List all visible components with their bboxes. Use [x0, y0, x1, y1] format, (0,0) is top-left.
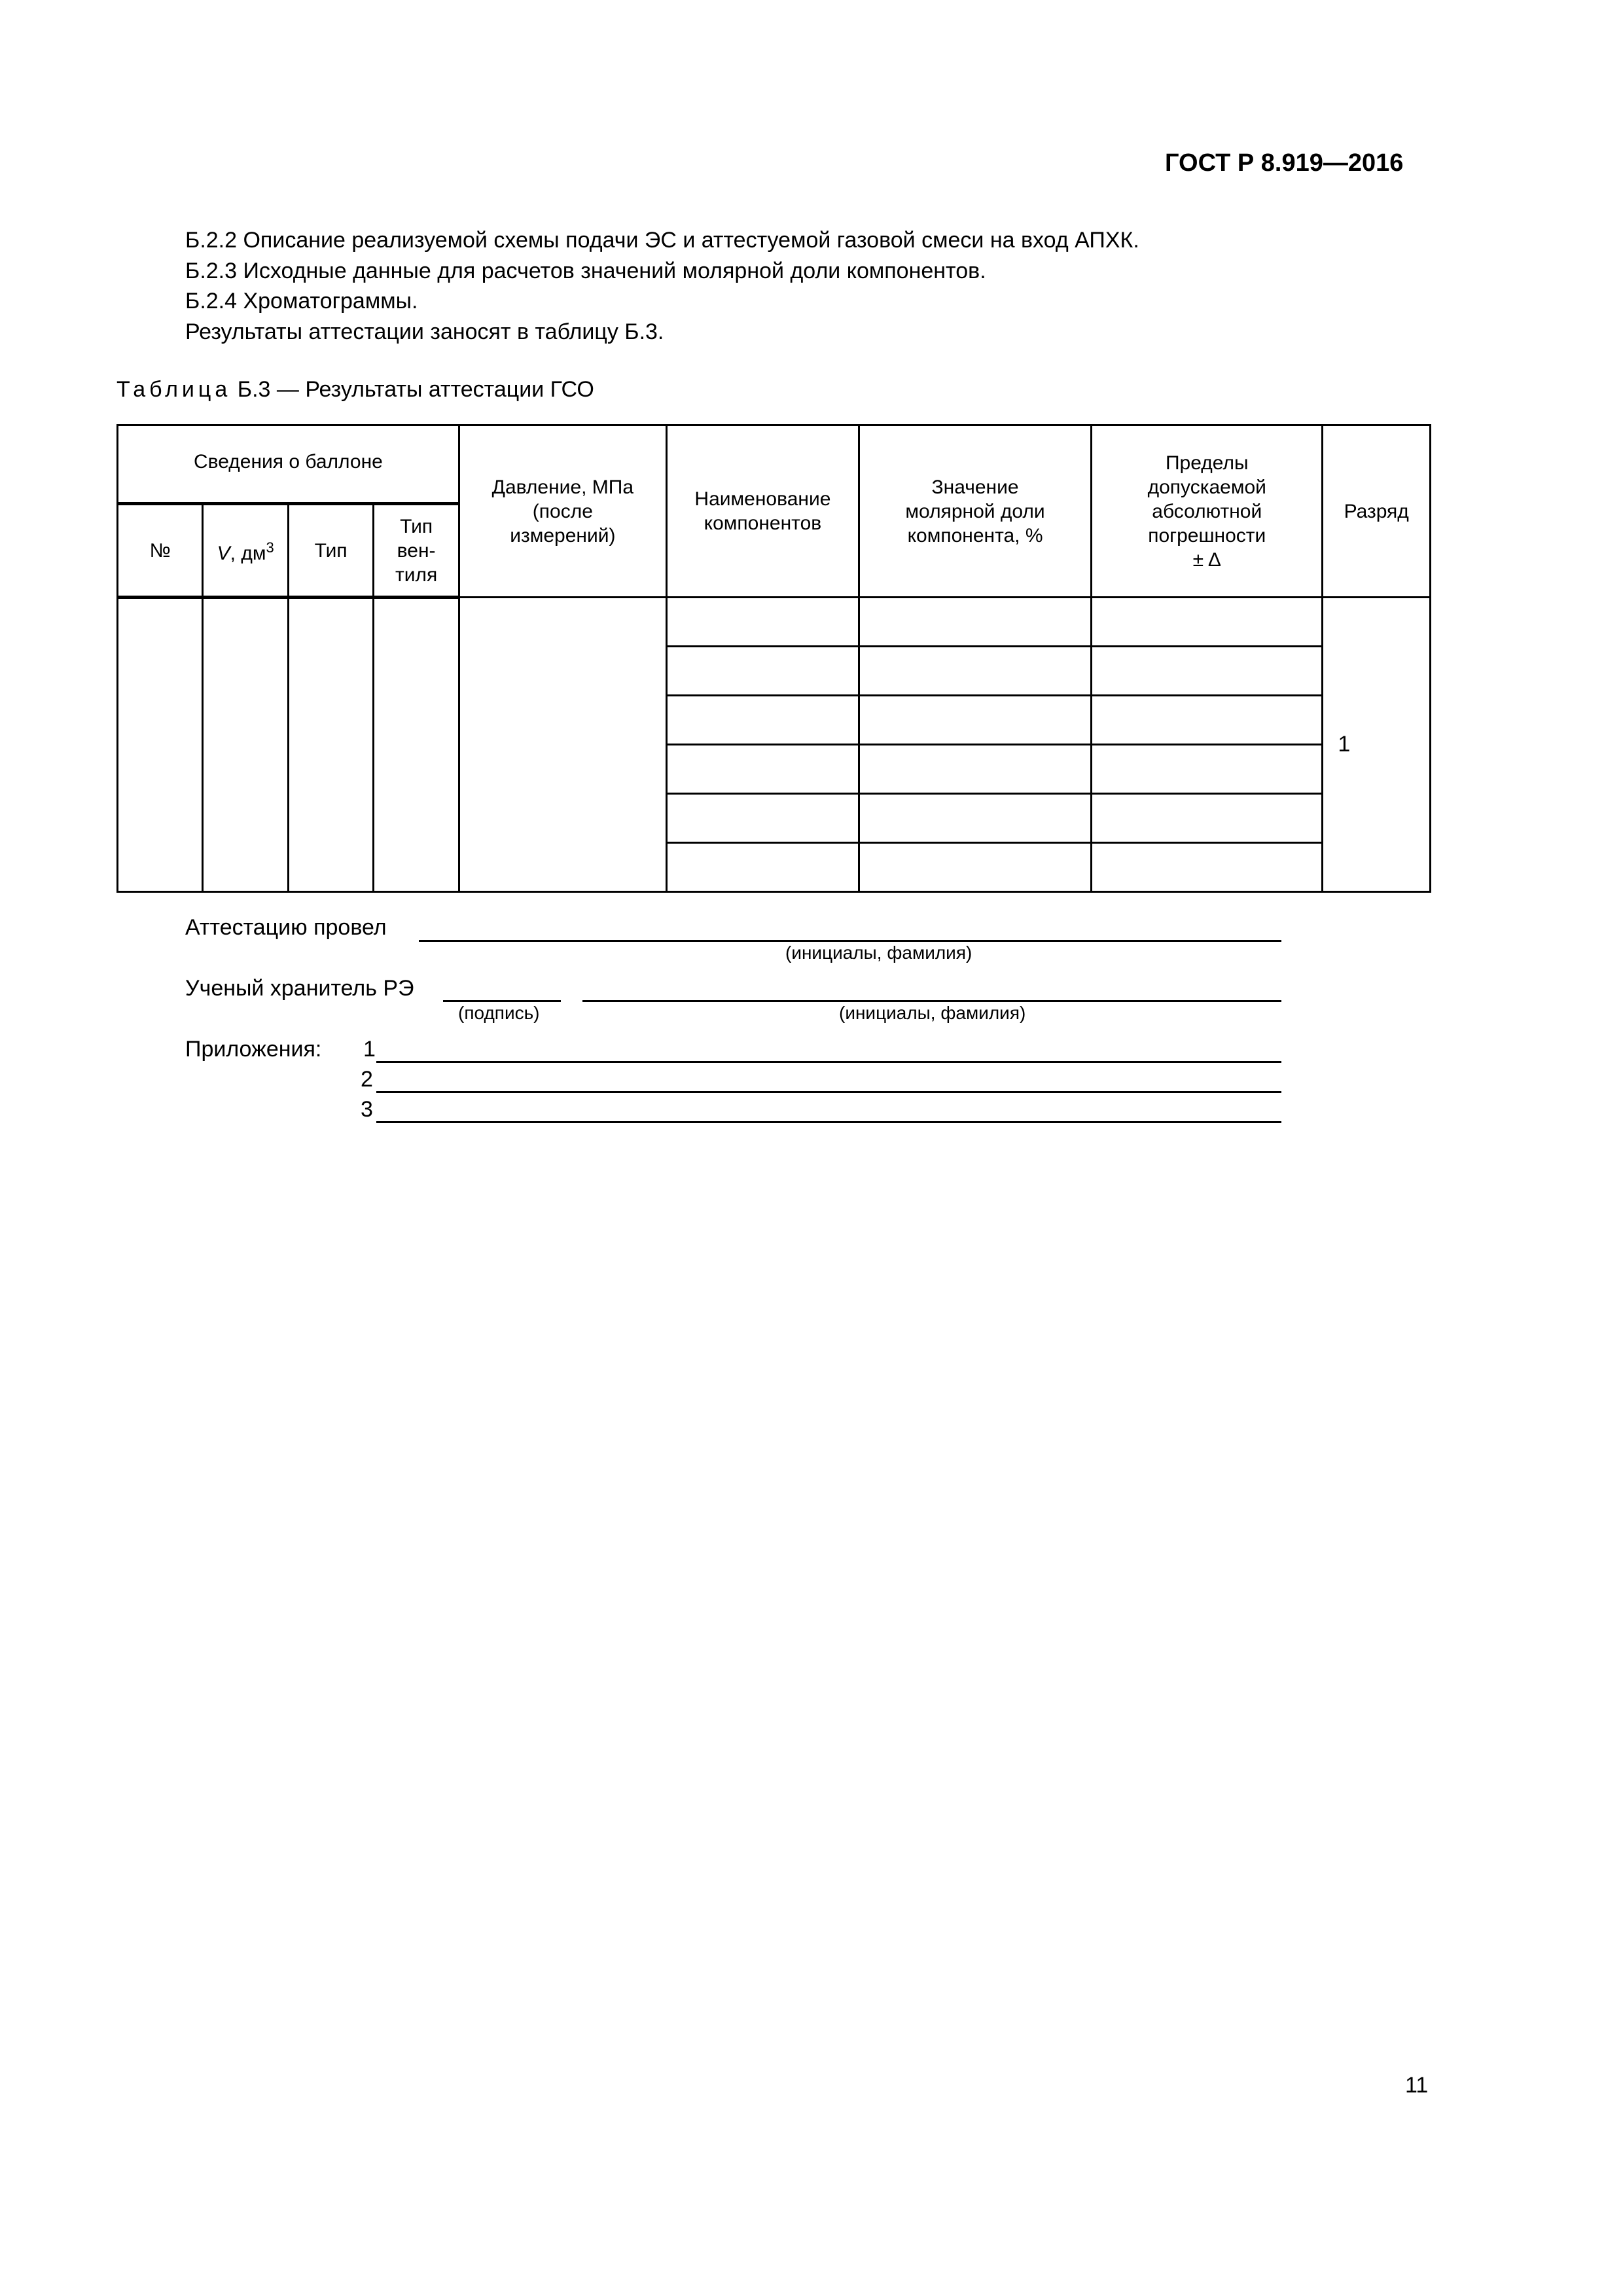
attachment-line-2[interactable]	[376, 1091, 1281, 1093]
cell-component	[666, 696, 859, 745]
type-header: Тип	[288, 504, 373, 598]
cell-rank: 1	[1323, 598, 1431, 892]
component-name-header: Наименование компонентов	[666, 425, 859, 598]
attachment-number-3: 3	[361, 1097, 373, 1122]
number-header: №	[118, 504, 203, 598]
cell-molar-fraction	[859, 598, 1091, 647]
cell-component	[666, 647, 859, 696]
cylinder-info-header: Сведения о баллоне	[118, 425, 459, 504]
cell-valve-type	[374, 598, 459, 892]
page-number: 11	[1405, 2073, 1429, 2098]
cell-component	[666, 843, 859, 892]
keeper-label: Ученый хранитель РЭ	[185, 976, 414, 1001]
keeper-signature-line[interactable]	[443, 1000, 561, 1002]
cell-molar-fraction	[859, 843, 1091, 892]
paragraph-b22: Б.2.2 Описание реализуемой схемы подачи ЭС и аттестуемой газовой смеси на вход АПХК.	[185, 228, 1139, 253]
attachment-line-1[interactable]	[376, 1061, 1281, 1063]
keeper-signature-hint: (подпись)	[458, 1003, 540, 1023]
document-code: ГОСТ Р 8.919—2016	[1165, 149, 1404, 177]
keeper-name-line[interactable]	[582, 1000, 1281, 1002]
cell-error-limit	[1092, 843, 1323, 892]
volume-header: V, $дм^3$	[203, 504, 288, 598]
attachment-number-1: 1	[363, 1037, 376, 1062]
certified-by-hint: (инициалы, фамилия)	[785, 942, 972, 963]
error-limits-header: Пределы допускаемой абсолютной погрешности ± Δ	[1092, 425, 1323, 598]
attachments-label: Приложения:	[185, 1037, 322, 1062]
table-caption	[116, 377, 594, 403]
cell-molar-fraction	[859, 745, 1091, 794]
cell-pressure	[459, 598, 666, 892]
table-caption-prefix: Таблица	[116, 377, 232, 402]
cell-molar-fraction	[859, 794, 1091, 843]
cell-component	[666, 598, 859, 647]
cell-molar-fraction	[859, 647, 1091, 696]
attachment-line-3[interactable]	[376, 1121, 1281, 1123]
cell-error-limit	[1092, 745, 1323, 794]
cell-error-limit	[1092, 647, 1323, 696]
pressure-header: Давление, МПа (после измерений)	[459, 425, 666, 598]
molar-fraction-header: Значение молярной доли компонента, %	[859, 425, 1091, 598]
cell-component	[666, 794, 859, 843]
cell-volume	[203, 598, 288, 892]
cell-error-limit	[1092, 794, 1323, 843]
cell-error-limit	[1092, 696, 1323, 745]
results-table	[116, 424, 1431, 893]
keeper-name-hint: (инициалы, фамилия)	[839, 1003, 1026, 1023]
cell-type	[288, 598, 373, 892]
paragraph-results: Результаты аттестации заносят в таблицу Б.3.	[185, 319, 664, 344]
cell-molar-fraction	[859, 696, 1091, 745]
paragraph-b23: Б.2.3 Исходные данные для расчетов значений молярной доли компонентов.	[185, 259, 986, 283]
paragraph-b24: Б.2.4 Хроматограммы.	[185, 289, 418, 314]
certified-by-line[interactable]	[419, 940, 1281, 942]
cell-number	[118, 598, 203, 892]
cell-error-limit	[1092, 598, 1323, 647]
attachment-number-2: 2	[361, 1067, 373, 1092]
cell-component	[666, 745, 859, 794]
table-caption-title: Б.3 — Результаты аттестации ГСО	[231, 377, 594, 402]
rank-header: Разряд	[1323, 425, 1431, 598]
certified-by-label: Аттестацию провел	[185, 915, 387, 940]
valve-type-header: Тип вен- тиля	[374, 504, 459, 598]
